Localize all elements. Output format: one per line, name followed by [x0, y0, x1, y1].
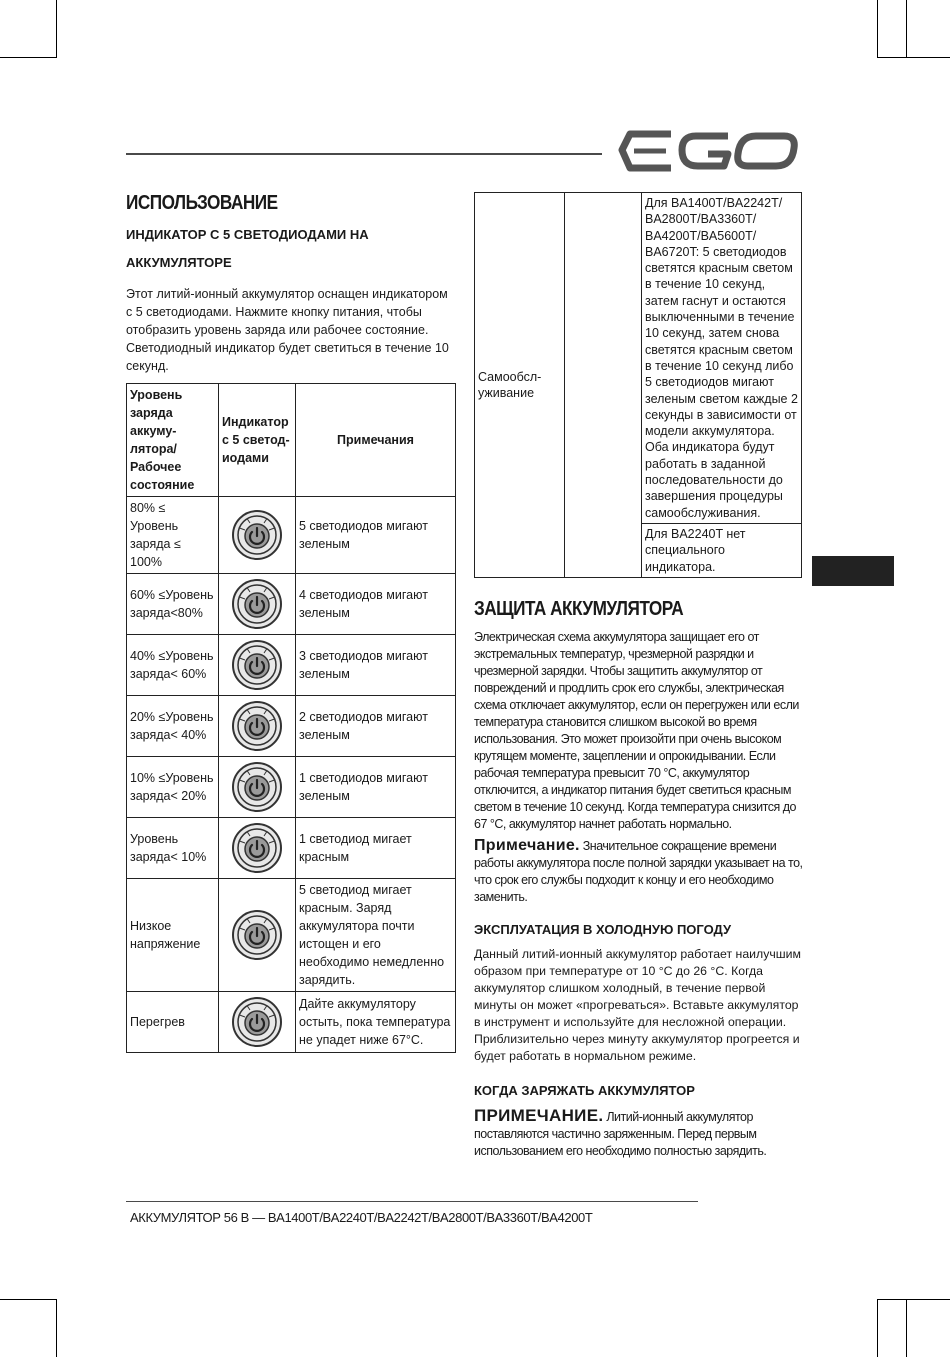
section-title-protection: ЗАЩИТА АККУМУЛЯТОРА: [474, 597, 684, 620]
power-button-icon: [231, 822, 283, 874]
indicator-cell: [219, 696, 296, 757]
table-row: [127, 757, 456, 818]
crop-mark: [0, 57, 57, 58]
row-note: 1 светодиод мигает красным: [296, 818, 456, 879]
row-note: 3 светодиодов мигают зеленым: [296, 635, 456, 696]
crop-mark: [906, 0, 907, 58]
indicator-cell: [219, 879, 296, 992]
indicator-cell: [219, 818, 296, 879]
note-label: ПРИМЕЧАНИЕ.: [474, 1105, 604, 1125]
crop-mark: [56, 1299, 57, 1357]
row-note: 2 светодиодов мигают зеленым: [296, 696, 456, 757]
protection-paragraph: Электрическая схема аккумулятора защищает его от экстремальных температур, чрезмерной разрядки и чрезмерной зарядки. Чтобы защитить аккумулятор от повреждений и продлить срок его службы, электрическая схема отключает аккумулятор, если он перегружен или если температура становится слишком высокой во время использования. Это может произойти при очень высоком крутящем моменте, зацеплении и опрокидывании. Если рабочая температура превысит 70 °C, аккумулятор отключится, а индикатор питания будет светиться красным светом в течение 10 секунд. Когда температура снизится до 67 °C, аккумулятор начнет работать нормально.: [474, 629, 799, 831]
maintenance-label: Самообсл-уживание: [475, 193, 565, 578]
page-footer: АККУМУЛЯТОР 56 В — BA1400T/BA2240T/BA2242T/BA2800T/BA3360T/BA4200T: [130, 1210, 593, 1225]
table-row: [127, 879, 456, 992]
row-note: 5 светодиодов мигают зеленым: [296, 497, 456, 574]
side-tab: [812, 556, 894, 586]
table-row: [127, 696, 456, 757]
indicator-cell: [219, 497, 296, 574]
crop-mark: [0, 1299, 57, 1300]
power-button-icon: [231, 700, 283, 752]
row-note: 5 светодиод мигает красным. Заряд аккумулятора почти истощен и его необходимо немедленно зарядить.: [296, 879, 456, 992]
note-text: Литий-ионный аккумулятор поставляются частично заряженным. Перед первым использованием его необходимо полностью зарядить.: [474, 1109, 767, 1158]
table-row: [127, 992, 456, 1053]
indicator-cell: [219, 635, 296, 696]
header-level: Уровень заряда аккуму-лятора/ Рабочее состояние: [127, 384, 219, 497]
maintenance-indicator-cell: [565, 193, 642, 578]
crop-mark: [877, 0, 878, 58]
subsection-title-indicator: ИНДИКАТОР С 5 СВЕТОДИОДАМИ НА АККУМУЛЯТОРЕ: [126, 227, 369, 270]
protection-note: [474, 837, 804, 906]
power-button-icon: [231, 909, 283, 961]
right-column: [474, 192, 804, 1160]
indicator-cell: [219, 574, 296, 635]
maintenance-note-2: Для BA2240T нет специального индикатора.: [642, 523, 801, 577]
note-text: Значительное сокращение времени работы аккумулятора после полной зарядки указывает на то, что срок его службы подходит к концу и его необходимо заменить.: [474, 838, 803, 904]
subsection-title-cold: ЭКСПЛУАТАЦИЯ В ХОЛОДНУЮ ПОГОДУ: [474, 921, 732, 937]
row-level: Уровень заряда< 10%: [127, 818, 219, 879]
charge-note: [474, 1107, 804, 1160]
row-note: 1 светодиодов мигают зеленым: [296, 757, 456, 818]
row-level: 40% ≤Уровень заряда< 60%: [127, 635, 219, 696]
crop-mark: [906, 1299, 907, 1357]
crop-mark: [877, 1299, 950, 1300]
header-notes: Примечания: [296, 384, 456, 497]
note-label: Примечание.: [474, 836, 580, 854]
crop-mark: [877, 1299, 878, 1357]
table-row: [127, 574, 456, 635]
subsection-title-charge: КОГДА ЗАРЯЖАТЬ АККУМУЛЯТОР: [474, 1082, 695, 1098]
maintenance-note-1: Для BA1400T/BA2242T/ BA2800T/BA3360T/ BA4200T/BA5600T/ BA6720T: 5 светодиодов светятся красным светом в течение 10 секунд, затем гаснут и остаются выключенными в течение 10 секунд, затем снова светятся красным светом в течение 10 секунд либо 5 светодиодов мигают зеленым светом каждые 2 секунды в зависимости от модели аккумулятора. Оба индикатора будут работать в заданной последовательности до завершения процедуры самообслуживания.: [645, 196, 798, 520]
header-indicator: Индикатор с 5 светод-иодами: [219, 384, 296, 497]
maintenance-table: [474, 192, 802, 578]
footer-rule: [126, 1201, 698, 1202]
indicator-cell: [219, 992, 296, 1053]
indicator-cell: [219, 757, 296, 818]
left-column: [126, 192, 456, 1053]
indicator-table: [126, 383, 456, 1053]
table-row: [127, 818, 456, 879]
table-header-row: [127, 384, 456, 497]
row-note: 4 светодиодов мигают зеленым: [296, 574, 456, 635]
power-button-icon: [231, 761, 283, 813]
row-level: 10% ≤Уровень заряда< 20%: [127, 757, 219, 818]
power-button-icon: [231, 509, 283, 561]
row-level: Низкое напряжение: [127, 879, 219, 992]
power-button-icon: [231, 578, 283, 630]
section-title-usage: ИСПОЛЬЗОВАНИЕ: [126, 192, 278, 214]
row-note: Дайте аккумулятору остыть, пока температура не упадет ниже 67°C.: [296, 992, 456, 1053]
power-button-icon: [231, 639, 283, 691]
crop-mark: [56, 0, 57, 58]
row-level: Перегрев: [127, 992, 219, 1053]
crop-mark: [877, 57, 950, 58]
row-level: 60% ≤Уровень заряда<80%: [127, 574, 219, 635]
maintenance-notes: [642, 193, 802, 578]
header-rule: [126, 153, 602, 155]
cold-paragraph: Данный литий-ионный аккумулятор работает наилучшим образом при температуре от 10 °C до 26 °C. Когда аккумулятор слишком холодный, в течение первой минуты он может «прогреваться». Вставьте аккумулятор в инструмент и используйте для несложной операции. Приблизительно через минуту аккумулятор прогреется и будет работать в нормальном режиме.: [474, 946, 801, 1063]
intro-paragraph: Этот литий-ионный аккумулятор оснащен индикатором с 5 светодиодами. Нажмите кнопку питания, чтобы отобразить уровень заряда или рабочее состояние. Светодиодный индикатор будет светиться в течение 10 секунд.: [126, 287, 449, 373]
table-row: [127, 497, 456, 574]
row-level: 80% ≤ Уровень заряда ≤ 100%: [127, 497, 219, 574]
row-level: 20% ≤Уровень заряда< 40%: [127, 696, 219, 757]
table-row: [127, 635, 456, 696]
table-row: [475, 193, 802, 578]
power-button-icon: [231, 996, 283, 1048]
ego-logo: [616, 130, 802, 172]
